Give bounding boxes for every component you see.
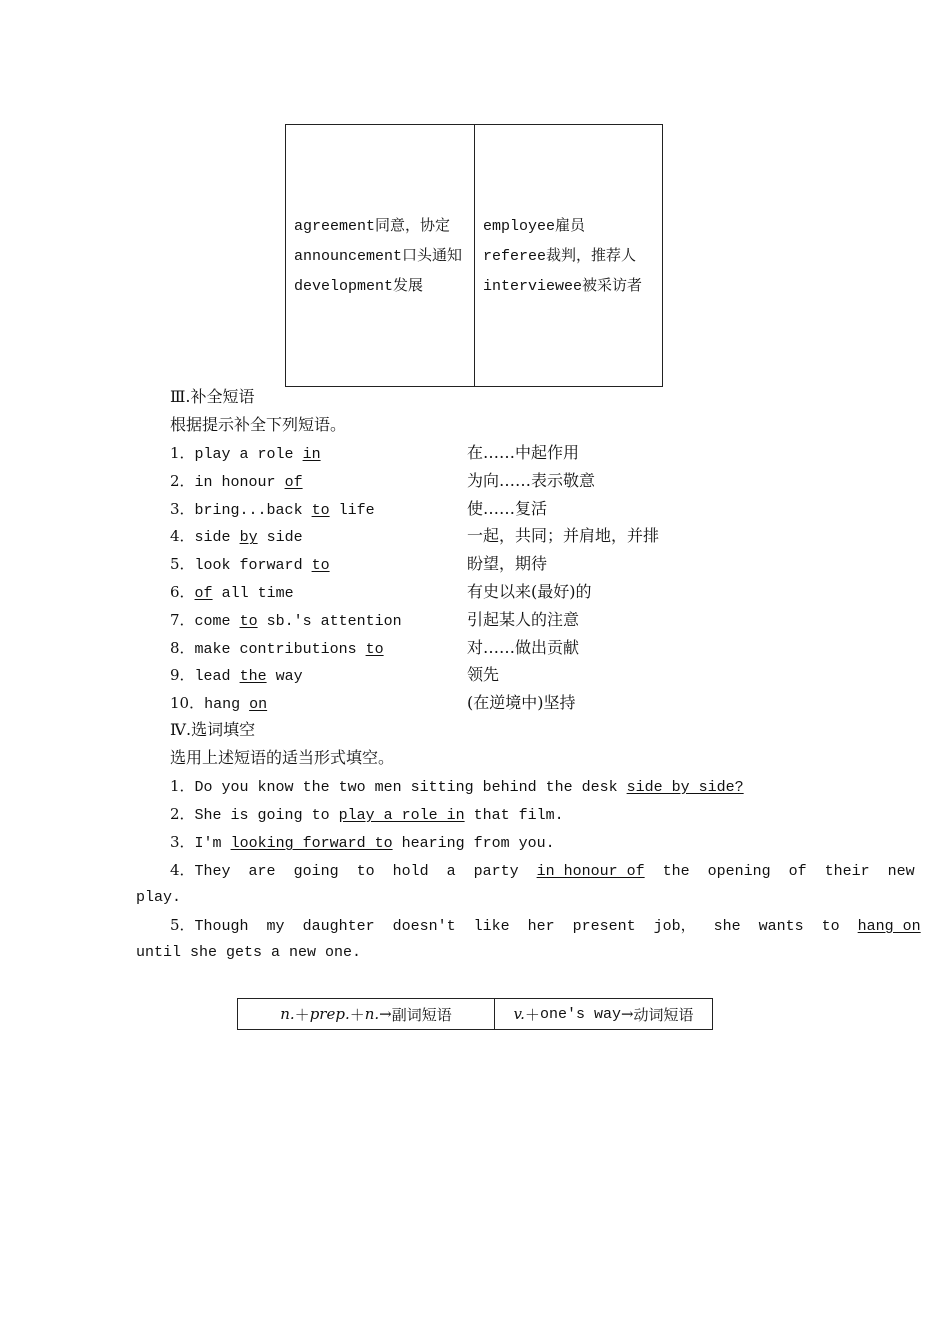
phrase-suffix: way: [266, 668, 303, 686]
phrase-prefix: lead: [194, 668, 240, 686]
phrase-item: [170, 499, 375, 521]
phrase-answer: to: [311, 557, 330, 575]
noun-abbr: n.: [280, 1005, 295, 1023]
phrase-answer: by: [239, 529, 258, 547]
sentence-item: [170, 915, 921, 937]
phrase-meaning: 引起某人的注意: [467, 609, 580, 629]
phrase-text: [195, 585, 294, 602]
rule-cell-adverb-phrase: [238, 999, 494, 1029]
item-number: 1．: [170, 444, 195, 462]
sentence-text: [195, 807, 564, 824]
phrase-meaning: 对……做出贡献: [467, 637, 580, 657]
phrase-prefix: bring...back: [194, 501, 312, 519]
phrase-item: [170, 582, 294, 604]
item-number: 4．: [170, 527, 195, 546]
phrase-meaning: (在逆境中)坚持: [467, 693, 576, 713]
sentence-text: [195, 779, 744, 796]
phrase-text: [195, 446, 321, 463]
phrase-item: [170, 554, 330, 576]
vocabulary-meaning: 同意，协定: [375, 216, 451, 234]
item-number: 5．: [170, 916, 195, 934]
vocabulary-entries-1: [294, 211, 462, 301]
vocabulary-entry: [294, 241, 462, 271]
item-number: 10．: [170, 694, 205, 713]
vocabulary-entry: [483, 241, 642, 271]
sentence-answer: side by side?: [626, 779, 744, 796]
sentence-prefix: Though my daughter doesn't like her present job， she wants to: [194, 918, 858, 935]
phrase-prefix: look forward: [194, 557, 312, 575]
phrase-answer: on: [249, 696, 268, 714]
sentence-prefix: She is going to: [194, 807, 339, 824]
vocabulary-word: employee: [483, 218, 556, 235]
phrase-text: [195, 502, 375, 519]
phrase-answer: to: [239, 612, 258, 630]
plus-sign: ＋: [294, 1005, 310, 1024]
item-number: 1．: [170, 777, 195, 795]
item-number: 3．: [170, 833, 195, 851]
phrase-meaning: 有史以来(最好)的: [467, 582, 592, 601]
plus-sign: ＋: [524, 1005, 540, 1024]
sentence-item: [170, 860, 915, 882]
phrase-meaning: 使……复活: [467, 498, 548, 518]
sentence-suffix: hearing from you.: [392, 835, 555, 852]
item-number: 4．: [170, 861, 195, 879]
word-formation-rule-table: [237, 998, 713, 1030]
phrase-item: [170, 610, 402, 632]
item-number: 5．: [170, 555, 195, 574]
phrase-answer: to: [365, 640, 384, 658]
phrase-suffix: life: [329, 501, 375, 519]
phrase-answer: the: [239, 668, 267, 686]
sentence-answer: play a role in: [338, 807, 465, 824]
vocabulary-entries-2: [483, 211, 642, 301]
noun-abbr: n.: [364, 1005, 380, 1023]
phrase-suffix: sb.'s attention: [257, 612, 402, 630]
sentence-item: [170, 804, 564, 826]
phrase-suffix: all time: [212, 585, 294, 602]
vocabulary-word: announcement: [294, 248, 403, 265]
vocabulary-column-2: [474, 125, 662, 386]
vocabulary-meaning: 裁判，推荐人: [546, 246, 637, 264]
vocabulary-word: referee: [483, 248, 547, 265]
phrase-meaning: 为向……表示敬意: [467, 470, 596, 490]
plus-sign: ＋: [349, 1005, 365, 1024]
item-number: 9．: [170, 666, 195, 685]
phrase-meaning: 领先: [467, 665, 500, 685]
phrase-item: [170, 638, 384, 660]
phrase-item: [170, 665, 303, 687]
rule-result: 动词短语: [633, 1005, 694, 1024]
vocabulary-entry: [483, 211, 642, 241]
vocabulary-entry: [483, 271, 642, 301]
phrase-text: [195, 474, 303, 491]
sentence-prefix: They are going to hold a party: [194, 863, 537, 880]
phrase-prefix: side: [194, 529, 240, 547]
sentence-text: [195, 863, 915, 880]
sentence-item: [170, 776, 744, 798]
phrase-meaning: 一起，共同；并肩地，并排: [467, 526, 660, 546]
sentence-answer: hang on: [857, 918, 921, 935]
vocabulary-entry: [294, 211, 462, 241]
phrase-meaning: 在……中起作用: [467, 443, 580, 462]
prep-abbr: prep.: [309, 1005, 350, 1023]
vocabulary-column-1: [286, 125, 474, 386]
item-number: 2．: [170, 471, 195, 490]
rule-cell-verb-phrase: [494, 999, 712, 1029]
sentence-item: [170, 832, 555, 854]
vocabulary-word: interviewee: [483, 278, 583, 295]
rule-phrase: one's way: [539, 1005, 621, 1023]
phrase-prefix: in honour: [194, 473, 285, 491]
rule-result: 副词短语: [391, 1005, 452, 1024]
vocabulary-meaning: 被采访者: [582, 276, 643, 294]
phrase-answer: in: [302, 446, 321, 463]
phrase-text: [195, 641, 384, 658]
phrase-text: [195, 557, 330, 574]
phrase-answer: of: [194, 585, 213, 602]
vocabulary-word: development: [294, 278, 394, 295]
sentence-continuation: until she gets a new one.: [136, 944, 362, 961]
phrase-suffix: side: [257, 529, 303, 547]
sentence-text: [195, 835, 555, 852]
phrase-text: [195, 613, 402, 630]
phrase-item: [170, 693, 267, 715]
sentence-suffix: the opening of their new: [644, 863, 915, 880]
vocabulary-table: [285, 124, 663, 387]
vocabulary-meaning: 口头通知: [402, 246, 463, 264]
sentence-suffix: that film.: [464, 807, 564, 824]
item-number: 3．: [170, 499, 195, 518]
vocabulary-meaning: 发展: [393, 276, 424, 294]
phrase-item: [170, 471, 303, 493]
sentence-answer: looking forward to: [230, 835, 393, 852]
arrow-icon: →: [620, 1005, 634, 1023]
section-3-title: Ⅲ.补全短语: [170, 387, 255, 406]
phrase-prefix: come: [194, 612, 240, 630]
arrow-icon: →: [379, 1005, 392, 1023]
phrase-prefix: hang: [204, 696, 250, 714]
item-number: 2．: [170, 805, 195, 823]
phrase-answer: of: [284, 473, 303, 491]
vocabulary-entry: [294, 271, 462, 301]
phrase-text: [204, 696, 267, 713]
phrase-item: [170, 526, 303, 548]
section-4-instruction: 选用上述短语的适当形式填空。: [170, 748, 395, 767]
item-number: 8．: [170, 638, 195, 657]
sentence-text: [195, 918, 921, 935]
section-4-title: Ⅳ.选词填空: [170, 720, 256, 739]
item-number: 7．: [170, 610, 195, 629]
verb-abbr: v.: [513, 1005, 525, 1023]
phrase-text: [195, 529, 303, 546]
phrase-prefix: play a role: [194, 446, 303, 463]
phrase-answer: to: [311, 501, 330, 519]
vocabulary-meaning: 雇员: [555, 216, 586, 234]
section-3-instruction: 根据提示补全下列短语。: [170, 415, 347, 434]
sentence-continuation: play.: [136, 889, 182, 906]
sentence-prefix: I'm: [194, 835, 231, 852]
phrase-meaning: 盼望，期待: [467, 554, 548, 574]
phrase-text: [195, 668, 303, 685]
sentence-prefix: Do you know the two men sitting behind the desk: [194, 779, 627, 796]
phrase-prefix: make contributions: [194, 640, 366, 658]
vocabulary-word: agreement: [294, 218, 376, 235]
sentence-answer: in honour of: [536, 863, 645, 880]
item-number: 6．: [170, 583, 195, 601]
phrase-item: [170, 443, 321, 465]
